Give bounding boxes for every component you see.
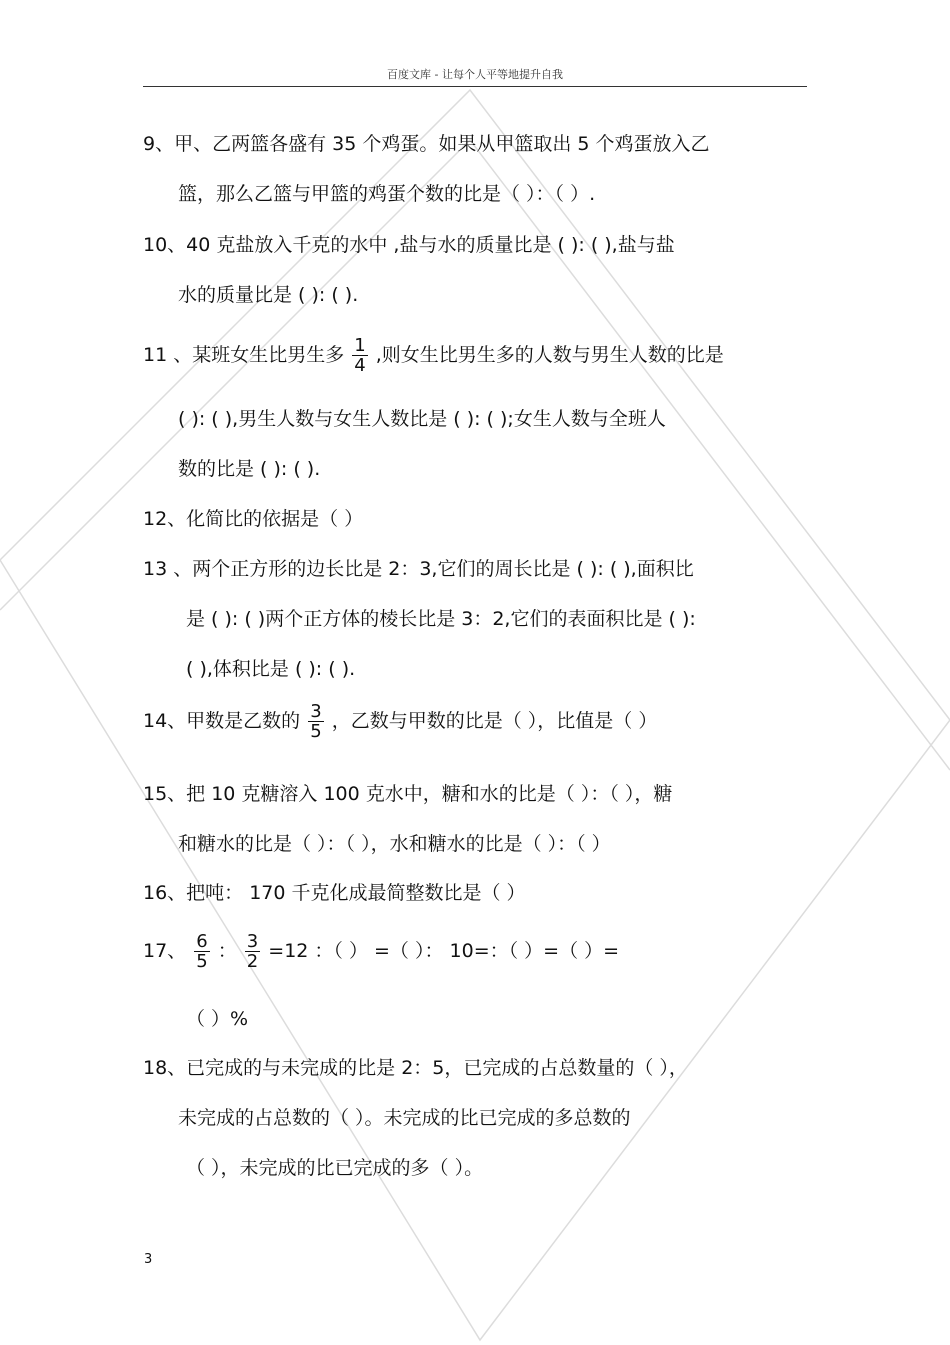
q11-fraction-denominator: 4 <box>354 355 366 376</box>
q18-line-3: （ ），未完成的比已完成的多（ ）。 <box>186 1157 484 1179</box>
page-header: 百度文库 - 让每个人平等地提升自我 <box>387 68 563 81</box>
q12-line-1: 12、化简比的依据是（ ） <box>143 508 364 530</box>
q11-text-a: 11 、某班女生比男生多 <box>143 344 345 366</box>
q10-line-1: 10、40 克盐放入千克的水中 ,盐与水的质量比是 ( ): ( ),盐与盐 <box>143 234 675 256</box>
q17-fraction-1 <box>194 932 209 971</box>
q14-fraction <box>308 702 323 741</box>
q14-text-b: ，乙数与甲数的比是（ ），比值是（ ） <box>331 710 658 732</box>
q14-text-a: 14、甲数是乙数的 <box>143 710 301 732</box>
q13-line-3: ( ),体积比是 ( ): ( ). <box>186 658 356 680</box>
q10-line-2: 水的质量比是 ( ): ( ). <box>178 284 359 306</box>
q13-line-1: 13 、两个正方形的边长比是 2：3,它们的周长比是 ( ): ( ),面积比 <box>143 558 694 580</box>
q9-line-2: 篮，那么乙篮与甲篮的鸡蛋个数的比是（ ）：（ ）. <box>178 183 596 205</box>
q15-line-1: 15、把 10 克糖溶入 100 克水中，糖和水的比是（ ）：（ ），糖 <box>143 783 673 805</box>
q11-text-b: ,则女生比男生多的人数与男生人数的比是 <box>375 344 724 366</box>
q15-line-2: 和糖水的比是（ ）：（ ），水和糖水的比是（ ）：（ ） <box>178 833 611 855</box>
q17-line-1 <box>143 932 619 971</box>
q18-line-1: 18、已完成的与未完成的比是 2：5，已完成的占总数量的（ ）， <box>143 1057 688 1079</box>
q18-line-2: 未完成的占总数的（ ）。未完成的比已完成的多总数的 <box>178 1107 631 1129</box>
q17-text-a: 17、 <box>143 940 187 962</box>
q17-fraction-2-denominator: 2 <box>246 951 259 972</box>
q17-fraction-2 <box>245 932 260 971</box>
page-number: 3 <box>144 1252 153 1267</box>
q14-fraction-denominator: 5 <box>310 721 322 742</box>
q11-line-3: 数的比是 ( ): ( ). <box>178 458 321 480</box>
q17-line-2: （ ）% <box>186 1008 249 1030</box>
q11-fraction <box>352 336 367 375</box>
q14-fraction-numerator: 3 <box>310 701 322 722</box>
q11-line-1 <box>143 336 724 375</box>
q17-fraction-1-numerator: 6 <box>196 931 208 952</box>
q11-line-2: ( ): ( ),男生人数与女生人数比是 ( ): ( );女生人数与全班人 <box>178 408 666 430</box>
q11-fraction-numerator: 1 <box>354 335 366 356</box>
q17-separator: ： <box>217 940 237 962</box>
q16-line-1: 16、把吨： 170 千克化成最简整数比是（ ） <box>143 882 526 904</box>
q17-fraction-1-denominator: 5 <box>196 951 208 972</box>
header-divider <box>143 86 807 87</box>
q17-text-b: =12 ：（ ） =（ ）： 10=：（ ）=（ ）= <box>268 940 620 962</box>
q14-line-1 <box>143 702 657 741</box>
q17-fraction-2-numerator: 3 <box>246 931 259 952</box>
q13-line-2: 是 ( ): ( )两个正方体的棱长比是 3：2,它们的表面积比是 ( ): <box>186 608 696 630</box>
q9-line-1: 9、甲、乙两篮各盛有 35 个鸡蛋。如果从甲篮取出 5 个鸡蛋放入乙 <box>143 133 710 155</box>
